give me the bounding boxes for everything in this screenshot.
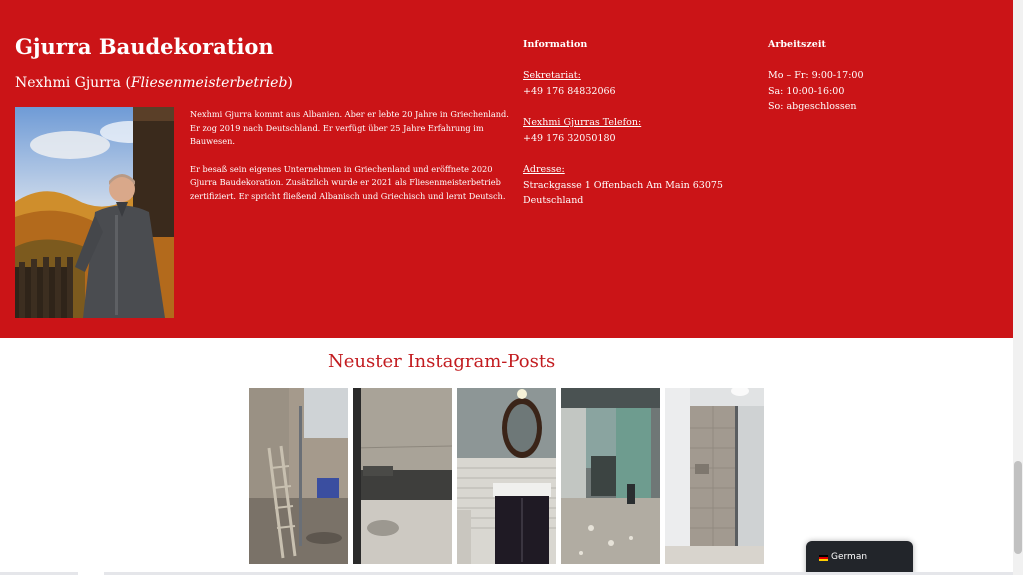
walk-in-shower-photo-icon — [665, 388, 764, 564]
owner-portrait — [15, 107, 174, 318]
information-heading: Information — [523, 39, 588, 50]
address-block — [523, 162, 723, 209]
instagram-post[interactable] — [561, 388, 660, 564]
language-switcher[interactable] — [806, 541, 913, 575]
owner-name: Nexhmi Gjurra ( — [15, 75, 131, 91]
page-scrollbar[interactable] — [1013, 0, 1023, 575]
hours-heading: Arbeitszeit — [768, 39, 826, 50]
owner-close: ) — [287, 75, 293, 91]
language-label: German — [831, 552, 868, 562]
owner-heading — [15, 75, 293, 91]
address-line-2: Deutschland — [523, 195, 584, 206]
bathroom-demolition-photo-icon — [249, 388, 348, 564]
owner-phone-block — [523, 115, 641, 146]
hours-sunday: So: abgeschlossen — [768, 101, 857, 112]
opening-hours — [768, 68, 864, 115]
instagram-section-title: Neuster Instagram-Posts — [328, 351, 556, 372]
secretariat-phone-link[interactable]: +49 176 84832066 — [523, 85, 616, 97]
owner-phone-label: Nexhmi Gjurras Telefon: — [523, 117, 642, 128]
bio-paragraph: Nexhmi Gjurra kommt aus Albanien. Aber er lebte 20 Jahre in Griechenland. Er zog 2019 nach Deutschland. Er verfügt über 25 Jahre Erfahrung im Bauwesen. — [190, 109, 509, 146]
instagram-post[interactable] — [249, 388, 348, 564]
hours-weekdays: Mo – Fr: 9:00-17:00 — [768, 70, 864, 81]
person-photo-icon — [15, 107, 174, 318]
wall-waterproofing-photo-icon — [353, 388, 452, 564]
bio-paragraph: Er besaß sein eigenes Unternehmen in Griechenland und eröffnete 2020 Gjurra Baudekoration. Zusätzlich wurde er 2021 als Fliesenmeisterbetrieb zertifiziert. Er spricht fließend Albanisch und Griechisch und lernt Deutsch. — [190, 163, 506, 201]
scrollbar-thumb[interactable] — [1014, 461, 1022, 554]
site-title: Gjurra Baudekoration — [15, 34, 274, 59]
vanity-mirror-photo-icon — [457, 388, 556, 564]
secretariat-block — [523, 68, 616, 99]
owner-role: Fliesenmeisterbetrieb — [130, 75, 288, 91]
owner-biography — [190, 108, 510, 217]
secretariat-label: Sekretariat: — [523, 70, 581, 81]
owner-phone-link[interactable]: +49 176 32050180 — [523, 132, 616, 144]
german-flag-icon — [819, 555, 828, 561]
address-line-1: Strackgasse 1 Offenbach Am Main 63075 — [523, 179, 723, 191]
instagram-post[interactable] — [457, 388, 556, 564]
address-label: Adresse: — [523, 164, 565, 175]
instagram-post[interactable] — [353, 388, 452, 564]
instagram-post[interactable] — [665, 388, 764, 564]
bathroom-renovation-photo-icon — [561, 388, 660, 564]
hours-saturday: Sa: 10:00-16:00 — [768, 85, 845, 97]
